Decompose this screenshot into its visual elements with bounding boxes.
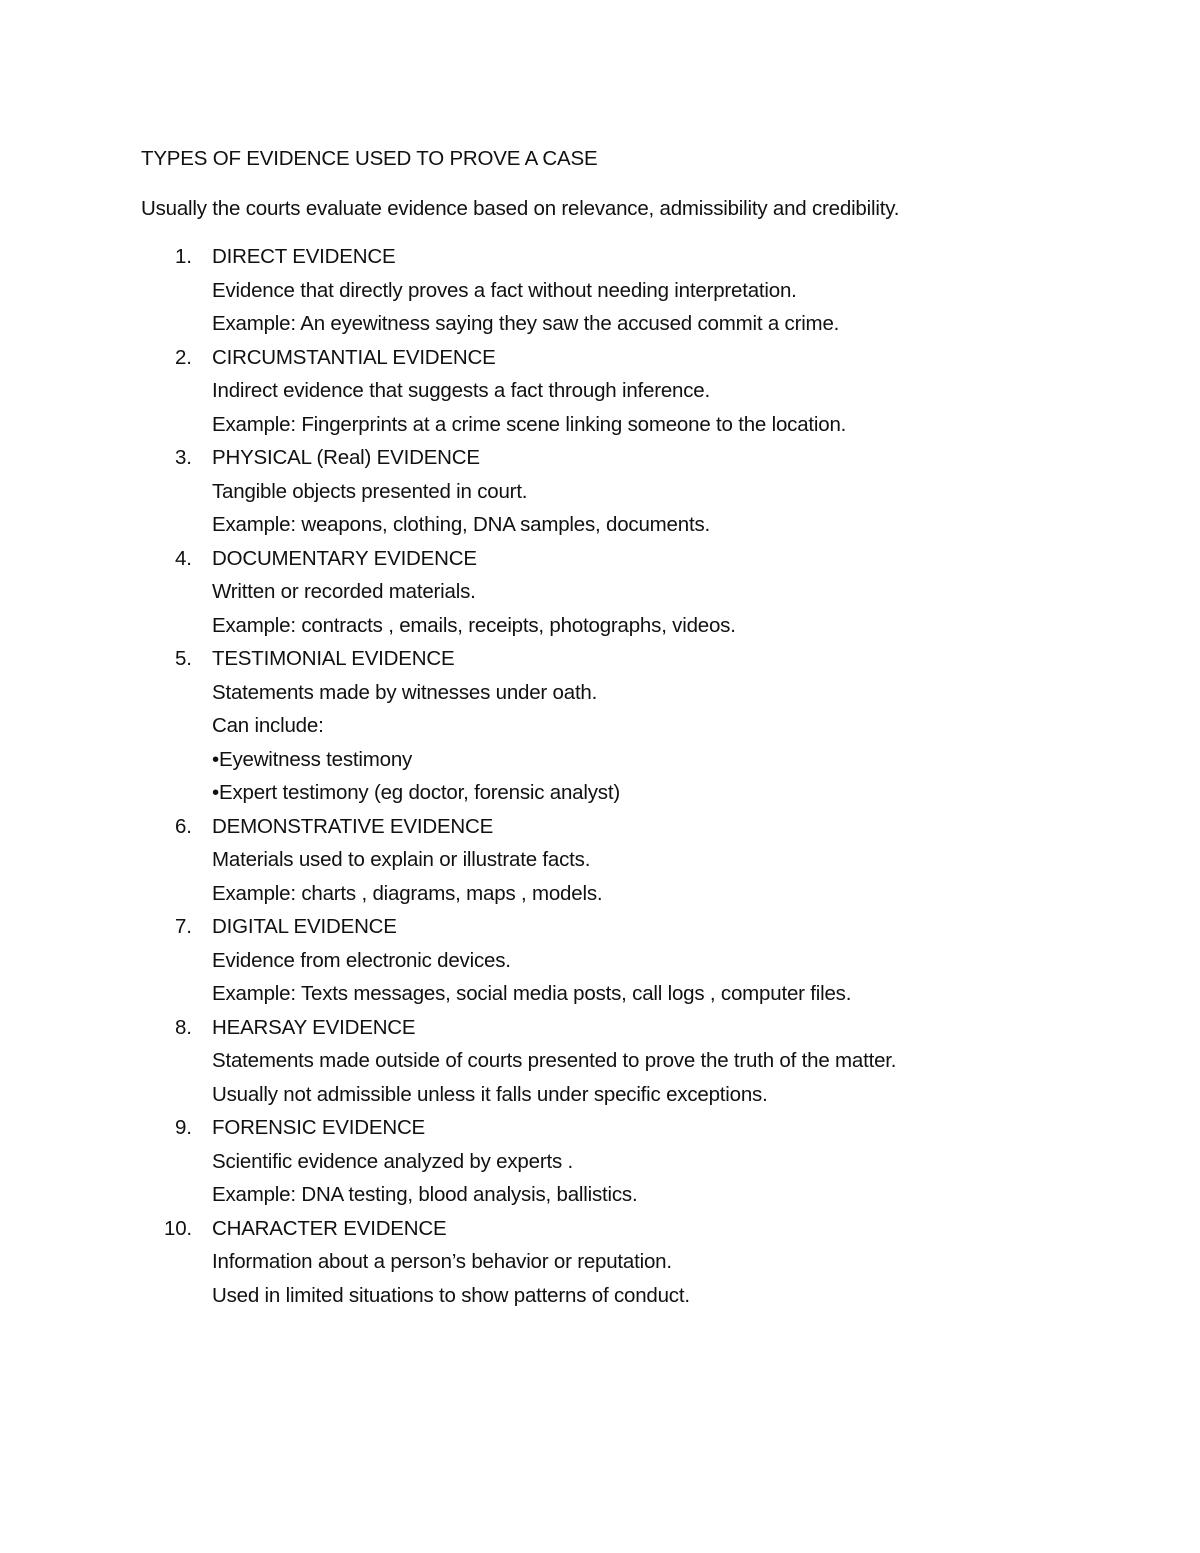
section-number: 1. [175, 245, 192, 268]
section-line: Written or recorded materials. [212, 580, 476, 603]
evidence-section [141, 240, 1061, 341]
section-number: 10. [164, 1216, 192, 1240]
evidence-section [141, 1212, 1061, 1313]
section-line: Evidence that directly proves a fact without needing interpretation. [212, 278, 797, 302]
section-heading: DIRECT EVIDENCE [212, 245, 396, 268]
section-heading: HEARSAY EVIDENCE [212, 1015, 416, 1039]
section-line: Example: DNA testing, blood analysis, ballistics. [212, 1183, 638, 1206]
section-number: 9. [175, 1116, 192, 1139]
section-line: Used in limited situations to show patterns of conduct. [212, 1283, 690, 1307]
section-heading: DOCUMENTARY EVIDENCE [212, 546, 477, 570]
section-heading: FORENSIC EVIDENCE [212, 1116, 426, 1139]
section-line: Example: Fingerprints at a crime scene linking someone to the location. [212, 412, 847, 436]
section-line: Example: charts , diagrams, maps , models. [212, 881, 603, 905]
evidence-section [141, 1011, 1061, 1112]
section-line: Statements made outside of courts presented to prove the truth of the matter. [212, 1049, 897, 1072]
section-number: 6. [175, 814, 192, 838]
evidence-types-list [141, 240, 1061, 1312]
section-line: Example: An eyewitness saying they saw the accused commit a crime. [212, 312, 840, 335]
section-line: Materials used to explain or illustrate facts. [212, 848, 591, 871]
section-number: 7. [175, 915, 192, 938]
section-line: Usually not admissible unless it falls under specific exceptions. [212, 1082, 768, 1106]
evidence-section [141, 1111, 1061, 1212]
section-heading: DEMONSTRATIVE EVIDENCE [212, 814, 494, 838]
section-line: Can include: [212, 714, 324, 737]
intro-paragraph: Usually the courts evaluate evidence based on relevance, admissibility and credibility. [141, 196, 900, 220]
evidence-section [141, 910, 1061, 1011]
section-line: Evidence from electronic devices. [212, 948, 511, 972]
section-number: 5. [175, 647, 192, 670]
section-number: 3. [175, 446, 192, 469]
section-line: Information about a person’s behavior or reputation. [212, 1250, 672, 1273]
evidence-section [141, 810, 1061, 911]
evidence-section [141, 341, 1061, 442]
document-title: TYPES OF EVIDENCE USED TO PROVE A CASE [141, 147, 598, 170]
section-line: Tangible objects presented in court. [212, 479, 528, 503]
section-heading: DIGITAL EVIDENCE [212, 915, 397, 938]
section-line: Example: Texts messages, social media posts, call logs , computer files. [212, 982, 852, 1005]
section-heading: CHARACTER EVIDENCE [212, 1216, 447, 1240]
section-line: Statements made by witnesses under oath. [212, 680, 598, 704]
section-heading: CIRCUMSTANTIAL EVIDENCE [212, 345, 496, 369]
evidence-section [141, 441, 1061, 542]
section-heading: PHYSICAL (Real) EVIDENCE [212, 446, 480, 469]
section-number: 2. [175, 345, 192, 369]
section-line: •Expert testimony (eg doctor, forensic analyst) [212, 781, 620, 804]
document-body [141, 142, 1061, 1312]
section-heading: TESTIMONIAL EVIDENCE [212, 647, 455, 670]
evidence-section [141, 642, 1061, 810]
section-line: Indirect evidence that suggests a fact through inference. [212, 379, 710, 402]
section-number: 8. [175, 1015, 192, 1039]
section-number: 4. [175, 546, 192, 570]
evidence-section [141, 542, 1061, 643]
section-line: Example: weapons, clothing, DNA samples, documents. [212, 513, 710, 536]
section-line: Scientific evidence analyzed by experts . [212, 1149, 574, 1173]
section-line: Example: contracts , emails, receipts, photographs, videos. [212, 613, 736, 637]
section-line: •Eyewitness testimony [212, 747, 413, 771]
